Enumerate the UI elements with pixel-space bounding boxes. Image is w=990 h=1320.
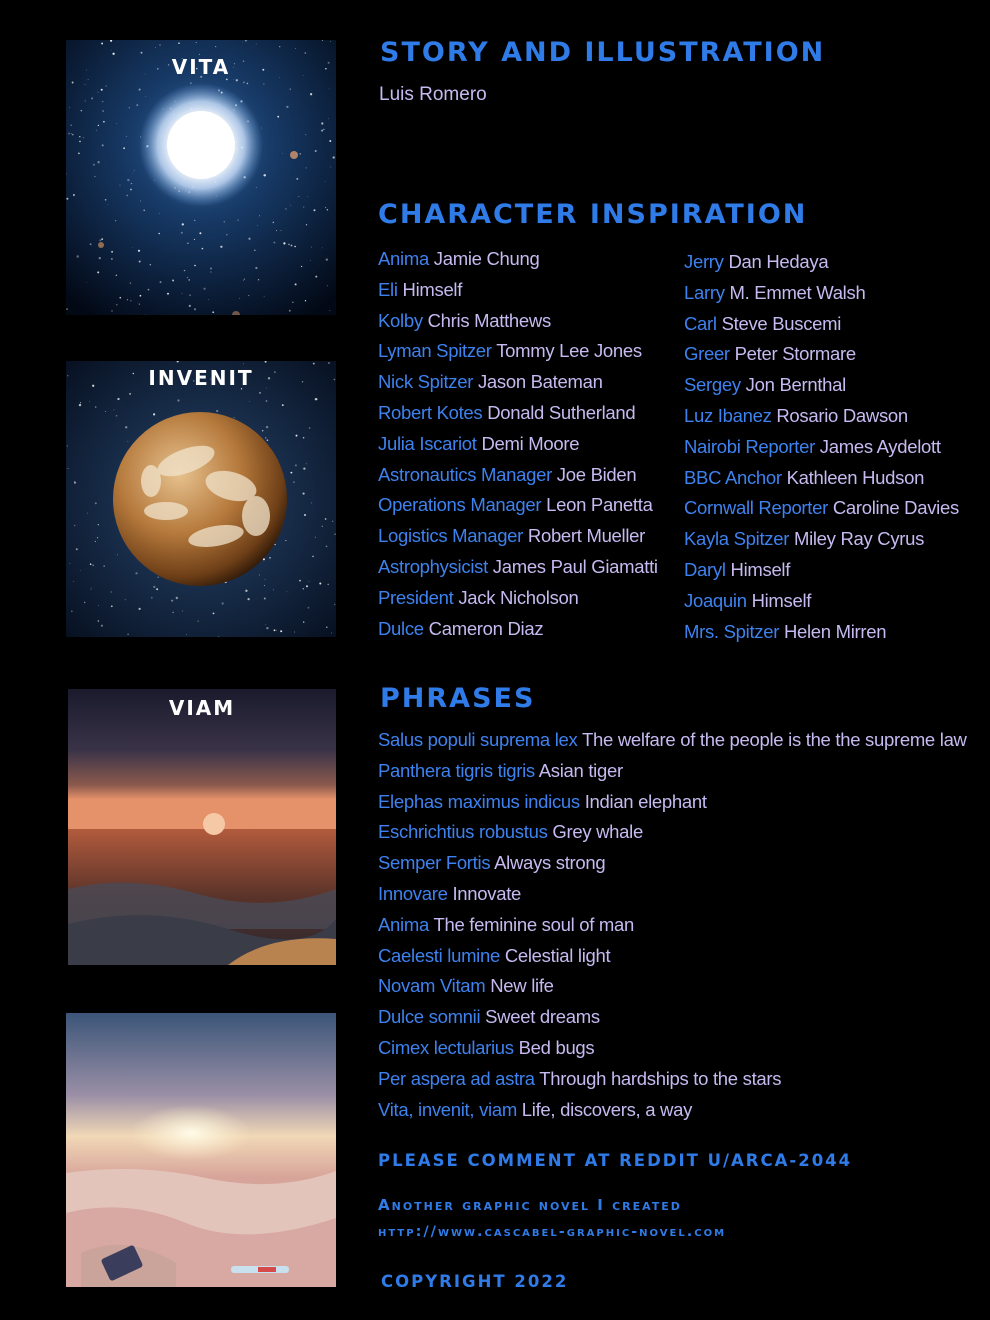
character-row <box>684 493 959 524</box>
character-row <box>684 463 959 494</box>
character-row-value: Himself <box>751 589 812 611</box>
character-row-key: Jerry <box>684 251 724 272</box>
character-row-key: Eli <box>378 278 398 300</box>
phrase-row-key: Dulce somnii <box>378 1006 481 1028</box>
character-row <box>684 617 959 648</box>
character-row-key: Nairobi Reporter <box>684 435 815 457</box>
phrase-row-value: Sweet dreams <box>485 1006 600 1028</box>
character-row-value: Jon Bernthal <box>745 374 846 396</box>
story-author: Luis Romero <box>379 84 487 105</box>
character-row-value: Rosario Dawson <box>776 404 908 426</box>
character-row-key: Logistics Manager <box>378 525 524 547</box>
panel-vita <box>66 40 336 315</box>
character-row-value: Himself <box>402 278 463 300</box>
phrase-row-key: Cimex lectularius <box>378 1036 514 1058</box>
character-row <box>378 614 658 645</box>
character-row <box>378 460 658 491</box>
phrase-row <box>378 787 967 818</box>
phrase-row-key: Anima <box>378 913 429 935</box>
character-row-value: Chris Matthews <box>427 309 551 331</box>
character-row <box>684 370 959 401</box>
panel-invenit <box>66 361 336 637</box>
character-row-value: Cameron Diaz <box>428 617 544 639</box>
character-row-key: BBC Anchor <box>684 466 782 488</box>
phrase-row <box>378 848 967 879</box>
phrase-row <box>378 1002 967 1033</box>
character-row-value: Donald Sutherland <box>487 401 636 423</box>
panel-label-vita: VITA <box>171 55 231 79</box>
phrase-row <box>378 971 967 1002</box>
phrases-heading: PHRASES <box>380 683 536 714</box>
character-row <box>378 367 658 398</box>
panel-label-viam: VIAM <box>168 696 236 720</box>
character-row-key: Joaquin <box>684 589 747 611</box>
invenit-planet-illustration <box>66 361 336 637</box>
character-row <box>684 555 959 586</box>
comment-text: PLEASE COMMENT AT REDDIT U/ARCA-2044 <box>378 1151 853 1170</box>
panel-final <box>66 1013 336 1287</box>
phrase-row-key: Semper Fortis <box>378 852 491 874</box>
character-row-value: M. Emmet Walsh <box>729 281 866 303</box>
character-row <box>684 586 959 617</box>
character-row-key: Luz Ibanez <box>684 404 772 426</box>
phrase-row <box>378 1064 967 1095</box>
phrase-row <box>378 756 967 787</box>
character-row-value: James Paul Giamatti <box>492 555 658 577</box>
phrase-row-value: Asian tiger <box>538 759 623 781</box>
character-row-key: Mrs. Spitzer <box>684 620 780 642</box>
phrase-row-key: Vita, invenit, viam <box>378 1098 517 1120</box>
character-row <box>378 552 658 583</box>
character-row-key: President <box>378 586 454 608</box>
character-row-key: Astrophysicist <box>378 555 488 577</box>
viam-sea-illustration <box>68 689 336 965</box>
phrase-row-value: Through hardships to the stars <box>539 1067 782 1089</box>
phrase-row <box>378 1033 967 1064</box>
phrase-row-value: Life, discovers, a way <box>521 1098 693 1120</box>
phrase-row-key: Salus populi suprema lex <box>378 729 578 750</box>
character-row <box>378 398 658 429</box>
character-row-key: Astronautics Manager <box>378 463 552 485</box>
phrase-row <box>378 817 967 848</box>
phrase-row <box>378 725 967 756</box>
character-row <box>378 429 658 460</box>
character-row-value: Himself <box>730 558 791 580</box>
character-row-value: James Aydelott <box>819 435 941 457</box>
character-list-left <box>378 244 658 644</box>
phrase-row-value: Celestial light <box>504 944 611 966</box>
character-row <box>378 490 658 521</box>
character-row-value: Helen Mirren <box>783 620 887 642</box>
phrase-list <box>378 725 967 1125</box>
character-row <box>378 275 658 306</box>
phrase-row-value: Grey whale <box>552 821 643 843</box>
phrase-row-key: Novam Vitam <box>378 975 486 997</box>
character-row <box>684 432 959 463</box>
character-row <box>378 244 658 275</box>
character-row-value: Jamie Chung <box>433 248 540 269</box>
character-row-key: Cornwall Reporter <box>684 497 828 519</box>
character-row-key: Operations Manager <box>378 494 542 516</box>
character-row-value: Leon Panetta <box>546 494 653 516</box>
character-row <box>378 583 658 614</box>
character-row-value: Peter Stormare <box>734 343 856 365</box>
character-row <box>378 306 658 337</box>
phrase-row <box>378 1095 967 1126</box>
phrase-row-value: Always strong <box>494 852 606 874</box>
character-row-value: Dan Hedaya <box>728 251 829 272</box>
phrase-row-value: New life <box>490 975 554 997</box>
character-row <box>684 309 959 340</box>
character-row-key: Robert Kotes <box>378 401 483 423</box>
character-row-value: Steve Buscemi <box>721 312 842 334</box>
character-row-key: Anima <box>378 248 429 269</box>
phrase-row-value: Indian elephant <box>584 790 707 812</box>
character-row <box>378 521 658 552</box>
copyright-text: COPYRIGHT 2022 <box>381 1272 569 1291</box>
character-row-key: Carl <box>684 312 717 334</box>
character-row-value: Tommy Lee Jones <box>496 340 642 362</box>
character-row-value: Joe Biden <box>556 463 637 485</box>
character-row-value: Caroline Davies <box>832 497 959 519</box>
character-row-key: Kayla Spitzer <box>684 528 790 550</box>
character-row-key: Nick Spitzer <box>378 371 474 393</box>
character-row-value: Jack Nicholson <box>458 586 579 608</box>
another-novel-text: Another graphic novel I created <box>378 1196 682 1214</box>
character-row-key: Greer <box>684 343 730 365</box>
phrase-row-value: Innovate <box>452 882 522 904</box>
character-row-key: Sergey <box>684 374 741 396</box>
character-row-key: Lyman Spitzer <box>378 340 492 362</box>
story-heading: STORY AND ILLUSTRATION <box>380 37 826 68</box>
character-heading: CHARACTER INSPIRATION <box>378 199 808 230</box>
phrase-row-value: The welfare of the people is the the supreme law <box>582 729 967 750</box>
panel-label-invenit: INVENIT <box>148 366 254 390</box>
final-beach-illustration <box>66 1013 336 1287</box>
character-row-value: Demi Moore <box>481 432 580 454</box>
character-row <box>684 339 959 370</box>
phrase-row-value: The feminine soul of man <box>433 913 634 935</box>
phrase-row-key: Eschrichtius robustus <box>378 821 548 843</box>
phrase-row <box>378 879 967 910</box>
character-row-key: Larry <box>684 281 725 303</box>
character-row <box>684 524 959 555</box>
character-row <box>684 247 959 278</box>
character-row-key: Daryl <box>684 558 726 580</box>
character-row-value: Miley Ray Cyrus <box>793 528 925 550</box>
phrase-row-key: Elephas maximus indicus <box>378 790 580 812</box>
phrase-row <box>378 910 967 941</box>
character-row-key: Julia Iscariot <box>378 432 477 454</box>
phrase-row-key: Panthera tigris tigris <box>378 759 535 781</box>
panel-viam <box>68 689 336 965</box>
character-row-key: Kolby <box>378 309 423 331</box>
character-row <box>684 401 959 432</box>
phrase-row-key: Caelesti lumine <box>378 944 500 966</box>
phrase-row-value: Bed bugs <box>518 1036 595 1058</box>
character-list-right <box>684 247 959 647</box>
vita-star-illustration <box>66 40 336 315</box>
character-row-value: Robert Mueller <box>527 525 646 547</box>
phrase-row-key: Per aspera ad astra <box>378 1067 535 1089</box>
character-row-value: Kathleen Hudson <box>786 466 925 488</box>
character-row <box>684 278 959 309</box>
character-row-key: Dulce <box>378 617 424 639</box>
phrase-row <box>378 941 967 972</box>
phrase-row-key: Innovare <box>378 882 448 904</box>
character-row-value: Jason Bateman <box>477 371 603 393</box>
novel-url-link[interactable]: http://www.cascabel-graphic-novel.com <box>378 1224 727 1240</box>
character-row <box>378 336 658 367</box>
